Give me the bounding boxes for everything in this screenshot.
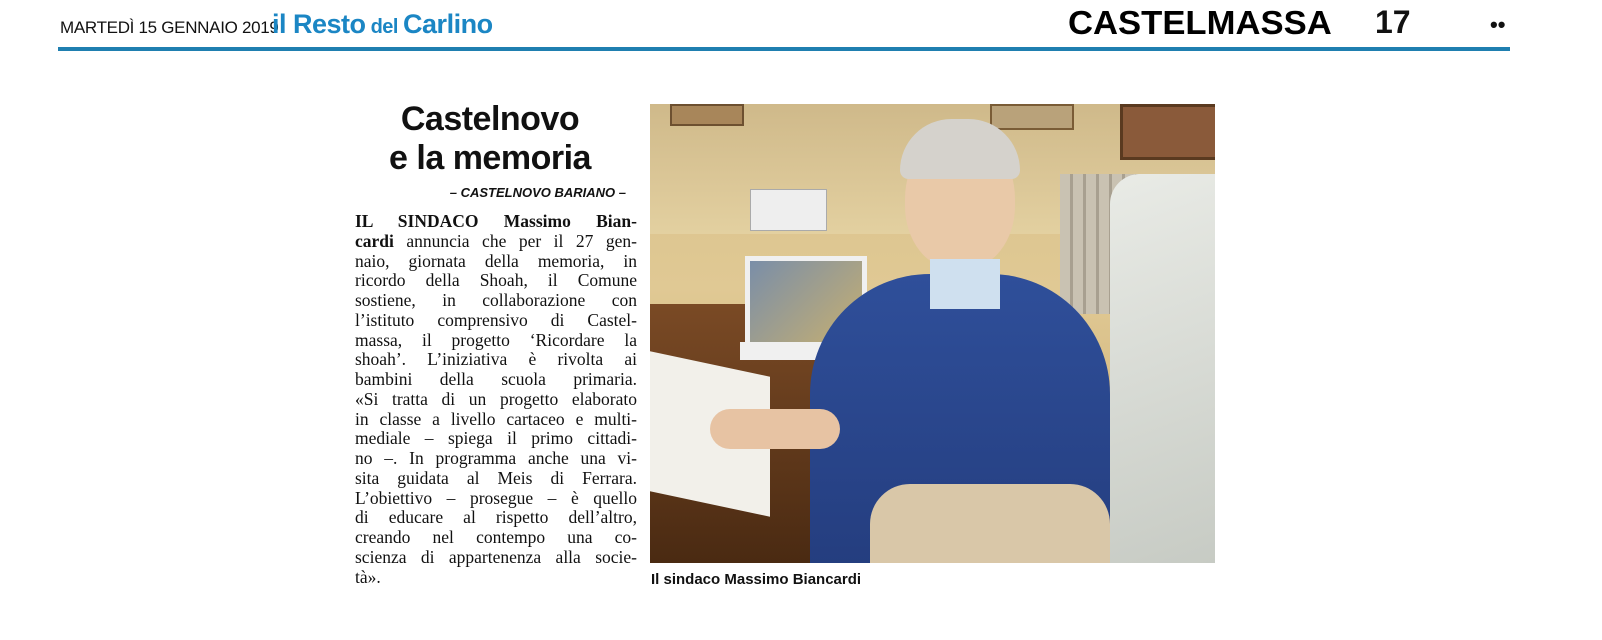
body-line: tà». (355, 566, 381, 587)
lead-name: Massimo Bian- (503, 211, 637, 231)
issue-date: MARTEDÌ 15 GENNAIO 2019 (60, 18, 279, 37)
article-body (355, 212, 637, 587)
body-line: scienza di appartenenza alla socie- (355, 546, 637, 567)
logo-end: Carlino (403, 9, 493, 39)
section-title: CASTELMASSA (1068, 4, 1332, 41)
page-number: 17 (1375, 4, 1411, 40)
dateline: – CASTELNOVO BARIANO – (449, 185, 626, 200)
body-line: «Si tratta di un progetto elaborato (355, 388, 637, 409)
page-marker: •• (1490, 12, 1506, 37)
lead-caps: IL SINDACO (355, 211, 479, 231)
body-line: di educare al rispetto dell’altro, (355, 507, 637, 528)
body-line: L’obiettivo – prosegue – è quello (355, 487, 637, 508)
logo-prefix: il (272, 9, 294, 39)
article-title (345, 100, 635, 178)
logo-main: Resto (293, 9, 366, 39)
body-line: no –. In programma anche una vi- (355, 448, 637, 468)
article-photo (650, 104, 1215, 563)
body-line: sita guidata al Meis di Ferrara. (355, 467, 637, 488)
title-line-2: e la memoria (389, 139, 591, 177)
header-rule (58, 47, 1510, 51)
body-line: creando nel contempo una co- (355, 527, 637, 547)
photo-caption: Il sindaco Massimo Biancardi (651, 571, 862, 588)
body-line: ricordo della Shoah, il Comune (355, 270, 637, 291)
body-line: shoah’. L’iniziativa è rivolta ai (355, 349, 637, 370)
body-text: annuncia che per il 27 gen- (393, 230, 637, 251)
body-line: in classe a livello cartaceo e multi- (355, 408, 637, 429)
body-line: bambini della scuola primaria. (355, 369, 637, 389)
body-line: massa, il progetto ‘Ricordare la (355, 329, 637, 350)
logo-del: del (365, 16, 404, 38)
body-line: l’istituto comprensivo di Castel- (355, 309, 637, 330)
body-line: mediale – spiega il primo cittadi- (355, 428, 637, 449)
lead-name-end: cardi (355, 230, 394, 251)
title-line-1: Castelnovo (400, 100, 580, 138)
body-line: naio, giornata della memoria, in (355, 250, 637, 271)
newspaper-logo (272, 9, 493, 40)
body-line: sostiene, in collaborazione con (355, 290, 637, 310)
body-line (355, 232, 637, 252)
body-line (355, 212, 637, 232)
